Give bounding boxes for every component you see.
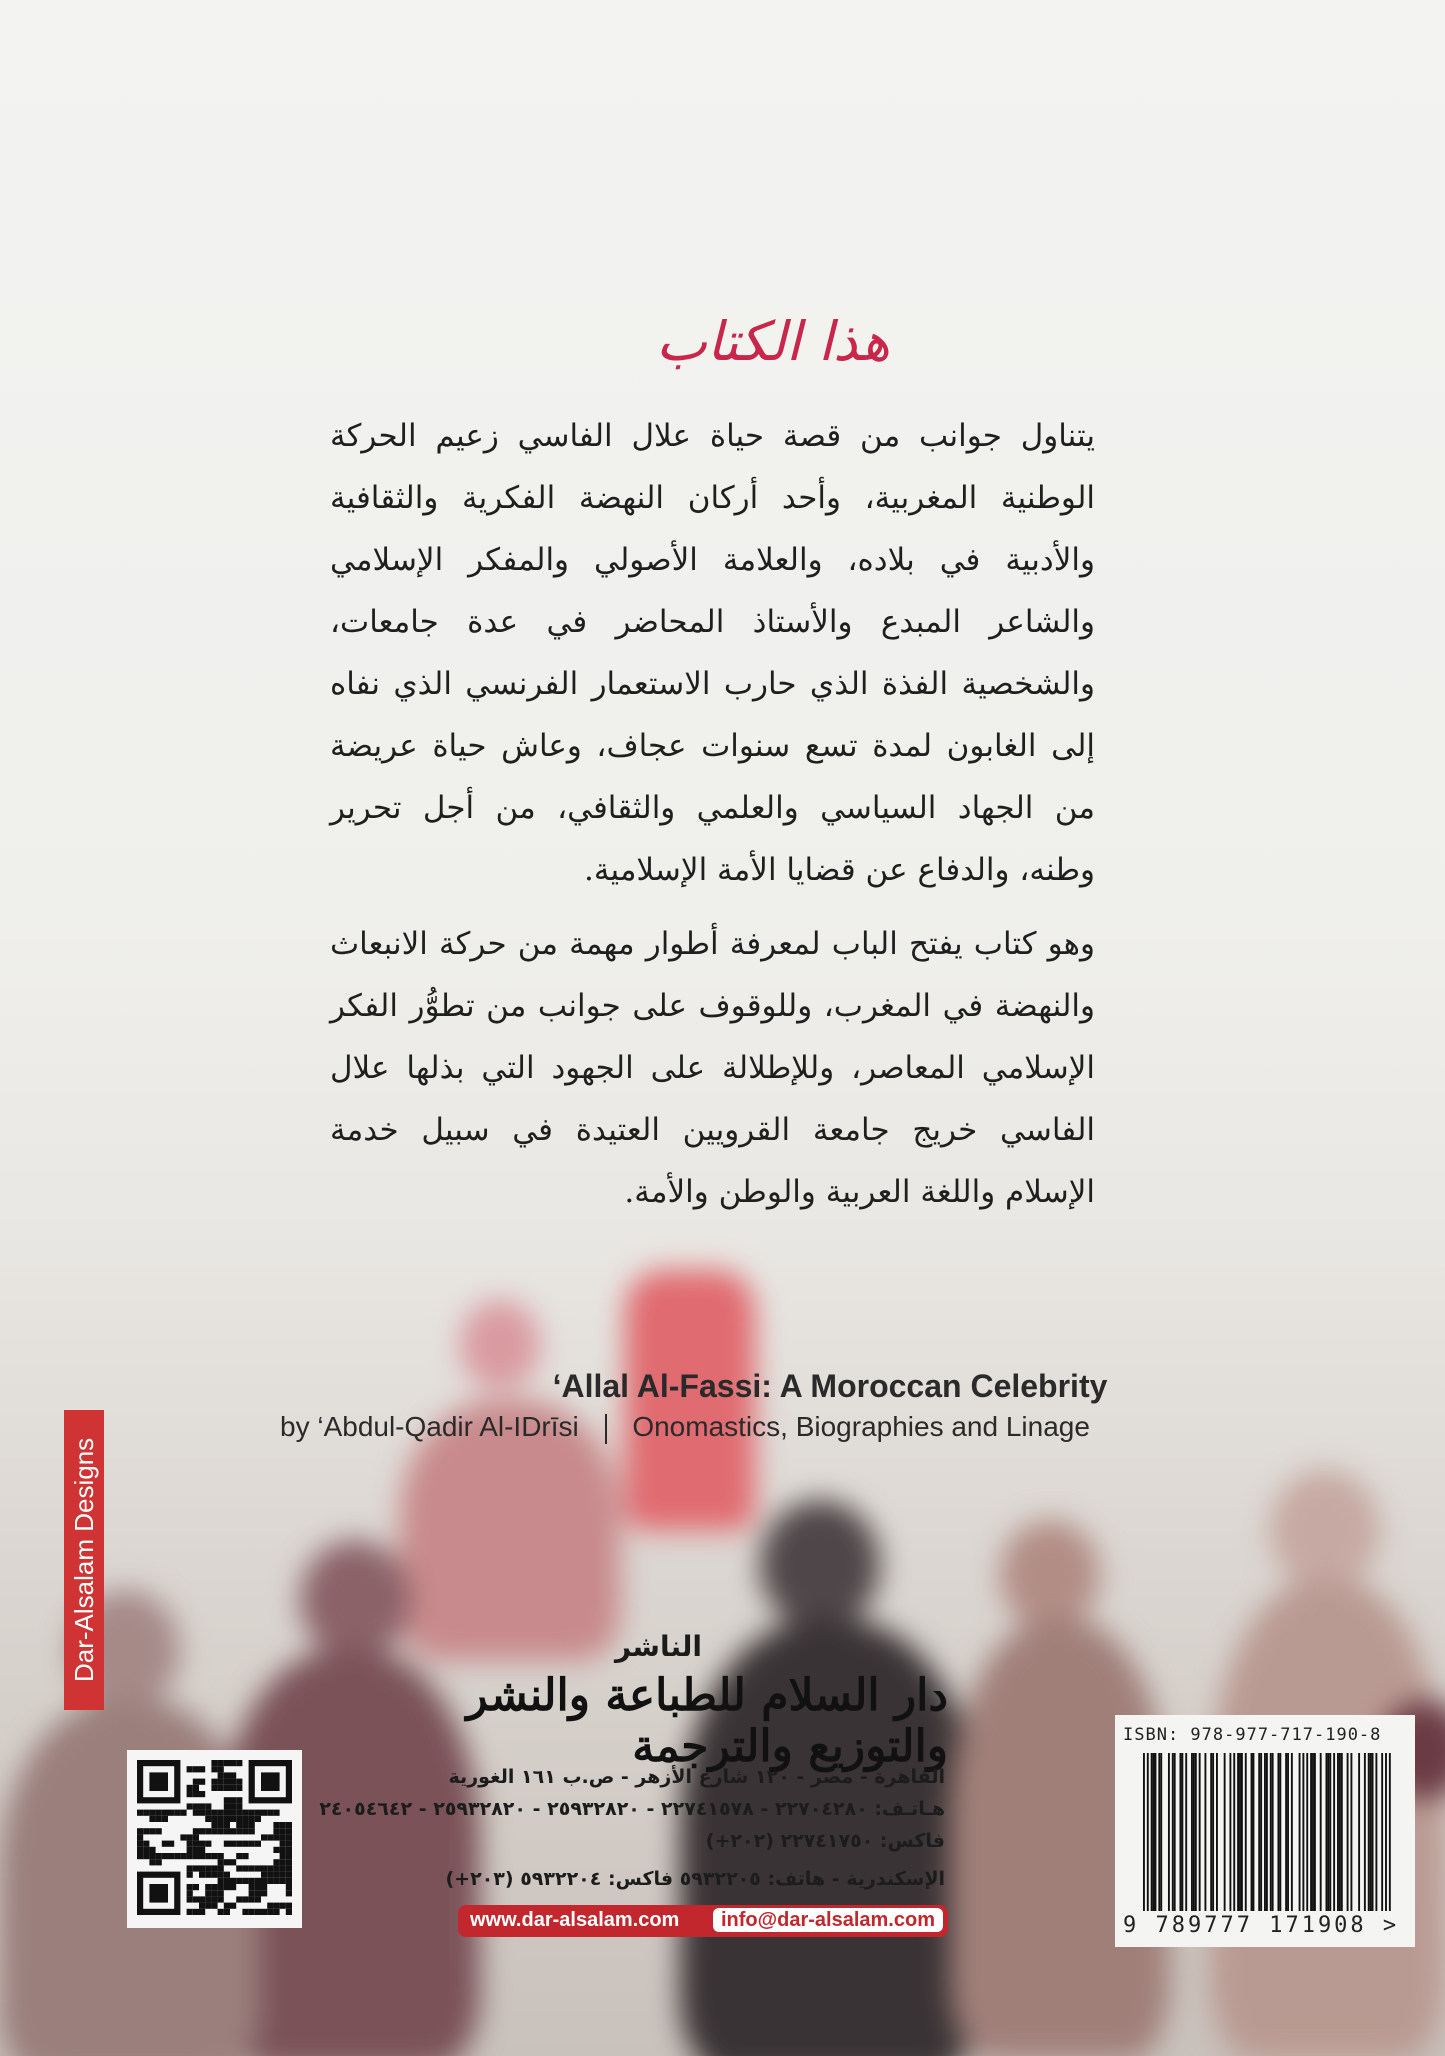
- contact-bar: [458, 1905, 948, 1937]
- english-info: [280, 1368, 1140, 1444]
- heading-block: [560, 290, 890, 400]
- english-title: ‘Allal Al-Fassi: A Moroccan Celebrity: [552, 1368, 1108, 1404]
- book-heading: هذا الكتاب: [656, 310, 890, 373]
- english-author: by ‘Abdul-Qadir Al-IDrīsi: [280, 1411, 579, 1442]
- publisher-fax: فاكس: ٢٢٧٤١٧٥٠ (٢٠٢+): [705, 1830, 945, 1852]
- isbn-label: ISBN: 978-977-717-190-8: [1123, 1725, 1382, 1745]
- website-link[interactable]: www.dar-alsalam.com: [470, 1909, 680, 1931]
- figure-head: [300, 1540, 410, 1660]
- qr-code[interactable]: [127, 1750, 302, 1928]
- book-description: [330, 405, 1095, 1235]
- qr-code-pattern: [137, 1760, 292, 1915]
- publisher-alexandria: الإسكندرية - هاتف: ٥٩٣٢٢٠٥ فاكس: ٥٩٣٢٢٠٤ (٢٠٣+): [445, 1868, 945, 1890]
- isbn-barcode: [1115, 1715, 1415, 1947]
- publisher-label: الناشر: [615, 1630, 703, 1663]
- isbn-digits: 9 789777 171908 >: [1123, 1913, 1400, 1938]
- figure-head: [760, 1500, 880, 1630]
- publisher-logo: دار السلام للطباعة والنشر والتوزيع والترجمة: [466, 1670, 948, 1772]
- designer-credit: Dar-Alsalam Designs: [64, 1410, 104, 1710]
- description-paragraph: وهو كتاب يفتح الباب لمعرفة أطوار مهمة من حركة الانبعاث والنهضة في المغرب، وللوقوف على جوانب من تطوُّر الفكر الإسلامي المعاصر، وللإطلالة على الجهود التي بذلها علال الفاسي خريج جامعة القرويين العتيدة في سبيل خدمة الإسلام واللغة العربية والوطن والأمة.: [330, 926, 1095, 1210]
- byline-divider: [605, 1414, 607, 1444]
- email-link[interactable]: info@dar-alsalam.com: [713, 1908, 943, 1932]
- barcode-bars: [1143, 1753, 1393, 1911]
- description-paragraph: يتناول جوانب من قصة حياة علال الفاسي زعيم الحركة الوطنية المغربية، وأحد أركان النهضة الفكرية والثقافية والأدبية في بلاده، والعلامة الأصولي والمفكر الإسلامي والشاعر المبدع والأستاذ المحاضر في عدة جامعات، والشخصية الفذة الذي حارب الاستعمار الفرنسي الذي نفاه إلى الغابون لمدة تسع سنوات عجاف، وعاش حياة عريضة من الجهاد السياسي والعلمي والثقافي، من أجل تحرير وطنه، والدفاع عن قضايا الأمة الإسلامية.: [330, 418, 1095, 888]
- publisher-phones: هـاتـف: ٢٢٧٠٤٢٨٠ - ٢٢٧٤١٥٧٨ - ٢٥٩٣٢٨٢٠ - ٢٥٩٣٢٨٢٠ - ٢٤٠٥٤٦٤٢: [319, 1798, 945, 1820]
- publisher-address: القاهرة - مصر - ١٢٠ شارع الأزهر - ص.ب ١٦١ الغورية: [448, 1766, 945, 1788]
- english-byline: [280, 1411, 1140, 1444]
- figure-head: [1270, 1470, 1380, 1590]
- english-category: Onomastics, Biographies and Linage: [632, 1411, 1090, 1442]
- figure-head: [1000, 1520, 1100, 1630]
